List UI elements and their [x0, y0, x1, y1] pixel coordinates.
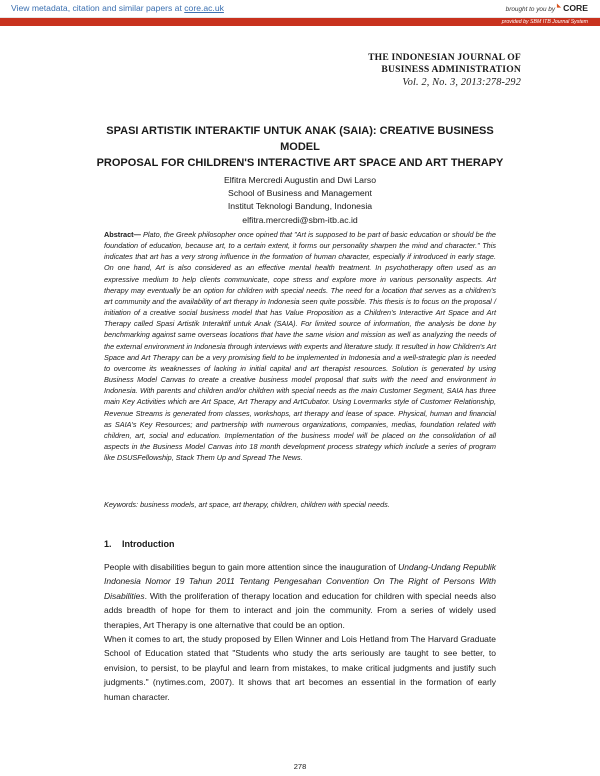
abstract — [104, 229, 496, 463]
section-number: 1. — [104, 539, 112, 549]
title-line1: SPASI ARTISTIK INTERAKTIF UNTUK ANAK (SAIA): CREATIVE BUSINESS MODEL — [106, 125, 494, 153]
keywords: Keywords: business models, art space, art therapy, children, children with special needs. — [104, 500, 390, 509]
p1-start: People with disabilities begun to gain more attention since the inauguration of — [104, 562, 399, 572]
core-logo[interactable]: CORE — [563, 3, 588, 13]
core-banner — [0, 0, 600, 18]
author-email: elfitra.mercredi@sbm-itb.ac.id — [242, 214, 358, 225]
provided-by-text: provided by SBM ITB Journal System — [501, 19, 588, 25]
p1-end: . With the proliferation of therapy location and education for children with special needs also adds breadth of hope for them to interact and join the community. From a series of widely used therapies, Art Therapy is one alternative that could be an option. — [104, 590, 496, 630]
metadata-text: View metadata, citation and similar papers at — [11, 3, 182, 13]
journal-volume: Vol. 2, No. 3, 2013:278-292 — [402, 77, 521, 88]
journal-name-line2: BUSINESS ADMINISTRATION — [381, 64, 521, 75]
core-ac-uk-link[interactable]: core.ac.uk — [184, 3, 224, 13]
brought-text: brought to you by — [505, 6, 556, 13]
journal-header — [368, 52, 521, 89]
title-line2: PROPOSAL FOR CHILDREN'S INTERACTIVE ART SPACE AND ART THERAPY — [96, 157, 504, 169]
p1-law-title: Undang-Undang Republik Indonesia Nomor 19 Tahun 2011 Tentang Pengesahan Convention On The Right of Persons With Disabilities — [104, 562, 496, 601]
brought-by — [506, 3, 588, 13]
author-institute: Institut Teknologi Bandung, Indonesia — [227, 201, 373, 212]
section-heading-introduction — [104, 539, 175, 549]
abstract-text: Plato, the Greek philosopher once opined that "Art is supposed to be part of basic education or should be the foundation of education, because art, to a certain extent, it forms our personality sharpen the mind and character." This indicates that art has a very strong influence in the formation of human character, especially if introduced in early stage. On one hand, Art is also considered as an effective mental health treatment. In psychotherapy often used as an expressive medium to help clients communicate, cope stress and explore more in various personality aspects. Art therapy may eventually be an option for children with special needs. The need for a location that serves as a children's art community and the availability of art therapy in Indonesia seen quite possible. This thesis is to focus on the proposal / initiation of a creative social business model that has Value Proposition as a Children's Interactive Art Space and Art Therapy called Spasi Artistik Interaktif untuk Anak (SAIA). For limited source of information, the analysis be done by benchmarking against same overseas locations that have the same vision and mission as well as analyzing the needs of the external environment in Indonesia through interviews with experts and literature study. It resulted in how Children's Art Space and Art Therapy can be a very promising field to be implemented in Indonesia and a well-strategic plan is needed to overcome its weaknesses of lacking in initial capital and art therapist resources. Solution is generated by using Business Model Canvas to create a creative business model proposal that suits with the need and environment in Indonesia. With parents and children and/or children with special needs as the main Customer Segment, SAIA has three main Key Activities which are Art Space, Art Therapy and ArtCubator. Using Lovermarks style of Customer Relationship, Revenue Streams is generated from classes, workshops, art therapy and lease of space. Physical, human and financial as SAIA's Key Resources; and partnership with numerous organizations, companies, medias, foundation related with children, art, social and education. Implementation of the business model will be placed on the consolidation of all aspects in the Business Model Canvas into 18 month development process strategy which include a series of program like DSUSFellowship, Stack Them Up and Spread The News. — [104, 230, 496, 463]
paper-title — [90, 123, 510, 171]
author-block — [150, 174, 450, 227]
author-names: Elfitra Mercredi Augustin and Dwi Larso — [223, 175, 377, 185]
author-school: School of Business and Management — [228, 188, 372, 199]
journal-name-line1: THE INDONESIAN JOURNAL OF — [368, 52, 521, 63]
page-number: 278 — [293, 762, 307, 771]
core-mark-icon: ◣ — [556, 3, 562, 9]
section-title: Introduction — [122, 539, 175, 549]
intro-paragraph-2: When it comes to art, the study proposed by Ellen Winner and Lois Hetland from The Harvard Graduate School of Education stated that "Students who study the arts seriously are taught to see better, to envision, to persist, to be playful and learn from mistakes, to make critical judgments and justify such judgments." (nytimes.com, 2007). It shows that art becomes an essential in the formation of early human character. — [104, 634, 496, 702]
intro-paragraph-1 — [104, 560, 496, 632]
abstract-label: Abstract— — [104, 230, 141, 239]
core-metadata-link[interactable] — [11, 3, 224, 13]
